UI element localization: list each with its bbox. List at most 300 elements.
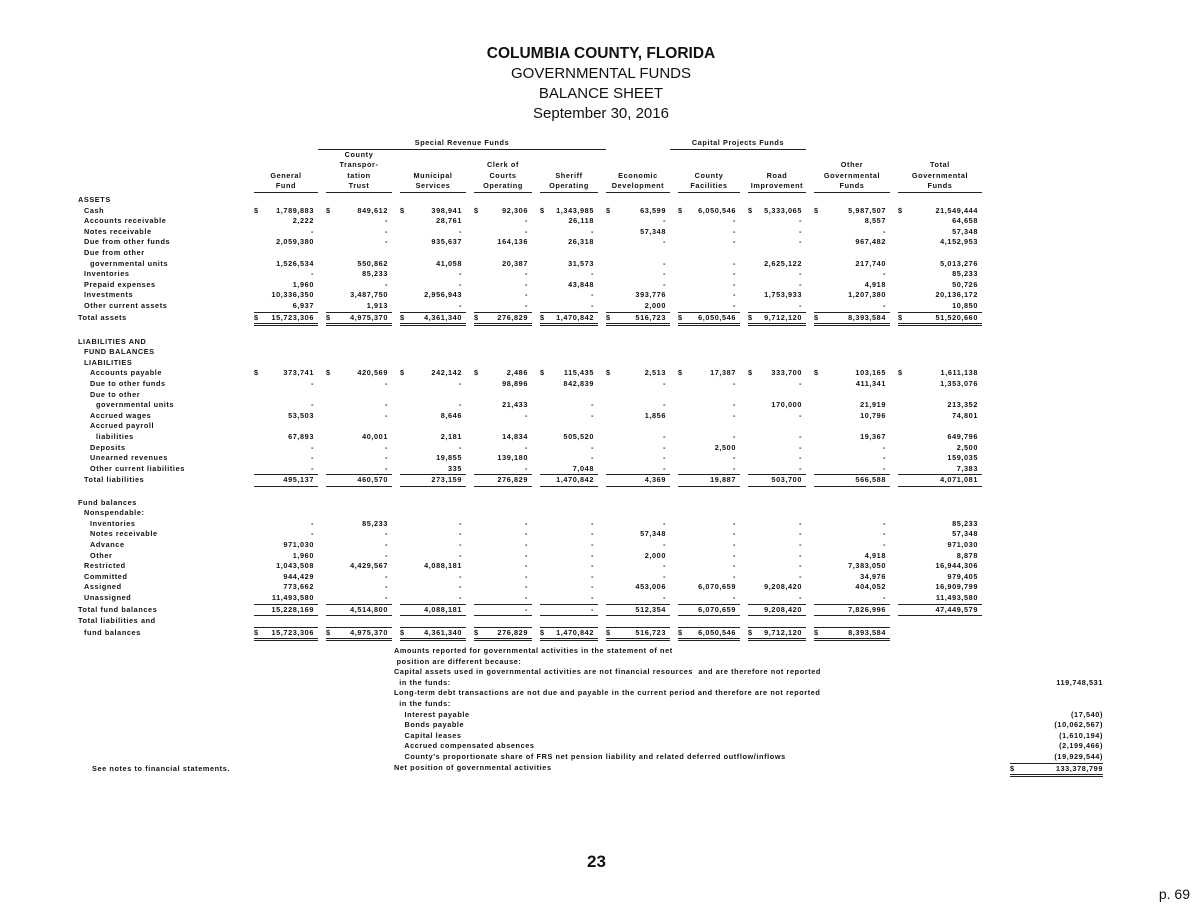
cell-value <box>400 551 466 562</box>
cell-value <box>748 390 806 401</box>
cell-value <box>748 337 806 348</box>
cell-value <box>326 248 392 259</box>
row-label: Total fund balances <box>78 604 158 614</box>
cell-value <box>748 593 806 604</box>
column-header <box>606 149 670 195</box>
cell-value <box>898 206 982 217</box>
cell-value <box>400 582 466 593</box>
cell-value <box>606 443 670 454</box>
amount: - <box>590 561 594 571</box>
net-position-total <box>1010 763 1103 778</box>
reconciliation-values <box>1010 646 1103 777</box>
dollar-sign: $ <box>326 312 331 322</box>
amount: - <box>384 237 388 247</box>
amount: 1,470,842 <box>556 627 594 637</box>
row-label: Notes receivable <box>84 226 152 236</box>
amount: 51,520,660 <box>935 312 978 322</box>
cell-value <box>474 551 532 562</box>
cell-value <box>474 582 532 593</box>
cell-value <box>898 259 982 270</box>
cell-value <box>898 248 982 259</box>
amount: 85,233 <box>362 518 388 528</box>
amount: 505,520 <box>563 432 594 442</box>
amount: 14,834 <box>502 432 528 442</box>
reconciliation-line: Interest payable <box>394 709 470 719</box>
cell-value <box>326 443 392 454</box>
dollar-sign: $ <box>326 368 331 378</box>
dollar-sign: $ <box>678 368 683 378</box>
amount: 19,855 <box>436 453 462 463</box>
column-header-line <box>748 160 806 171</box>
amount: 2,956,943 <box>424 290 462 300</box>
reconciliation-amount <box>1010 667 1103 678</box>
amount: 5,013,276 <box>940 258 978 268</box>
amount: 935,637 <box>431 237 462 247</box>
table-row <box>78 206 982 217</box>
cell-value <box>678 358 740 369</box>
cell-value <box>678 421 740 432</box>
amount: - <box>590 571 594 581</box>
cell-value <box>540 269 598 280</box>
dollar-sign: $ <box>254 205 259 215</box>
amount: 276,829 <box>497 312 528 322</box>
amount: - <box>662 432 666 442</box>
amount: - <box>458 550 462 560</box>
reconciliation-amount: (1,610,194) <box>1059 730 1103 740</box>
amount: 85,233 <box>362 269 388 279</box>
cell-value <box>898 325 982 337</box>
cell-value <box>326 269 392 280</box>
amount: - <box>798 216 802 226</box>
cell-value <box>254 498 318 509</box>
cell-value <box>678 325 740 337</box>
cell-value <box>326 464 392 475</box>
amount: 967,482 <box>855 237 886 247</box>
amount: - <box>524 539 528 549</box>
cell-value <box>400 290 466 301</box>
dollar-sign: $ <box>540 368 545 378</box>
amount: - <box>732 400 736 410</box>
cell-value <box>400 206 466 217</box>
amount: 1,526,534 <box>276 258 314 268</box>
cell-value <box>898 301 982 312</box>
amount: - <box>732 279 736 289</box>
cell-value <box>678 508 740 519</box>
column-header-line <box>606 160 670 171</box>
column-header-line: Other <box>840 160 864 170</box>
amount: 4,975,370 <box>350 627 388 637</box>
cell-value <box>678 561 740 572</box>
amount: - <box>590 410 594 420</box>
column-header <box>898 149 982 195</box>
cell-value <box>540 551 598 562</box>
column-header <box>678 149 740 195</box>
amount: 1,343,985 <box>556 205 594 215</box>
cell-value <box>326 432 392 443</box>
amount: 2,222 <box>292 216 314 226</box>
cell-value <box>814 301 890 312</box>
amount: 8,393,584 <box>848 627 886 637</box>
cell-value <box>606 529 670 540</box>
amount: - <box>732 518 736 528</box>
cell-value <box>400 195 466 206</box>
amount: - <box>384 216 388 226</box>
cell-value <box>748 432 806 443</box>
cell-value <box>814 627 890 640</box>
cell-value <box>814 248 890 259</box>
cell-value <box>540 237 598 248</box>
dollar-sign: $ <box>814 312 819 322</box>
cell-value <box>748 529 806 540</box>
amount: 17,387 <box>710 368 736 378</box>
cell-value <box>254 453 318 464</box>
cell-value <box>748 540 806 551</box>
amount: - <box>384 592 388 602</box>
row-label <box>78 325 246 337</box>
row-label: Inventories <box>84 269 130 279</box>
cell-value <box>606 540 670 551</box>
column-header <box>474 149 532 195</box>
cell-value <box>678 519 740 530</box>
cell-value <box>814 508 890 519</box>
cell-value <box>326 290 392 301</box>
cell-value <box>254 443 318 454</box>
cell-value <box>748 325 806 337</box>
cell-value <box>814 400 890 411</box>
amount: 31,573 <box>568 258 594 268</box>
row-label: governmental units <box>90 258 169 268</box>
cell-value <box>400 312 466 325</box>
cell-value <box>400 411 466 422</box>
amount: 842,839 <box>563 379 594 389</box>
amount: 9,712,120 <box>764 312 802 322</box>
cell-value <box>254 237 318 248</box>
cell-value <box>326 337 392 348</box>
cell-value <box>814 551 890 562</box>
amount: - <box>384 410 388 420</box>
cell-value <box>898 216 982 227</box>
fund-type: GOVERNMENTAL FUNDS <box>510 65 691 82</box>
cell-value <box>748 269 806 280</box>
cell-value <box>748 519 806 530</box>
cell-value <box>540 290 598 301</box>
cell-value <box>400 572 466 583</box>
cell-value <box>814 529 890 540</box>
row-label: Due from other <box>84 247 145 257</box>
cell-value <box>400 421 466 432</box>
report-title <box>0 44 1202 124</box>
table-row <box>78 551 982 562</box>
dollar-sign: $ <box>814 205 819 215</box>
amount: - <box>310 529 314 539</box>
cell-value <box>326 421 392 432</box>
cell-value <box>254 487 318 498</box>
cell-value <box>474 421 532 432</box>
cell-value <box>474 604 532 616</box>
cell-value <box>474 411 532 422</box>
dollar-sign: $ <box>540 312 545 322</box>
amount: - <box>798 518 802 528</box>
cell-value <box>474 290 532 301</box>
cell-value <box>254 325 318 337</box>
reconciliation-amount: (10,062,567) <box>1054 720 1103 730</box>
column-header-line: Improvement <box>748 181 806 193</box>
cell-value <box>678 216 740 227</box>
amount: 495,137 <box>283 475 314 485</box>
cell-value <box>400 325 466 337</box>
cell-value <box>254 540 318 551</box>
cell-value <box>400 259 466 270</box>
cell-value <box>326 325 392 337</box>
cell-value <box>400 508 466 519</box>
cell-value <box>540 421 598 432</box>
amount: - <box>590 226 594 236</box>
cell-value <box>400 358 466 369</box>
amount: 28,761 <box>436 216 462 226</box>
amount: - <box>732 300 736 310</box>
amount: - <box>310 463 314 473</box>
row-label: LIABILITIES <box>84 357 133 367</box>
amount: 5,987,507 <box>848 205 886 215</box>
cell-value <box>814 237 890 248</box>
cell-value <box>474 195 532 206</box>
cell-value <box>898 453 982 464</box>
amount: - <box>798 453 802 463</box>
amount: 5,333,065 <box>764 205 802 215</box>
reconciliation-amount <box>1010 646 1103 657</box>
cell-value <box>606 206 670 217</box>
amount: 276,829 <box>497 627 528 637</box>
amount: 50,726 <box>952 279 978 289</box>
cell-value <box>254 379 318 390</box>
cell-value <box>678 453 740 464</box>
cell-value <box>678 290 740 301</box>
cell-value <box>254 604 318 616</box>
amount: 333,700 <box>771 368 802 378</box>
amount: - <box>798 269 802 279</box>
column-header-line: Road <box>766 170 788 180</box>
amount: 43,848 <box>568 279 594 289</box>
cell-value <box>474 390 532 401</box>
amount: - <box>732 290 736 300</box>
amount: 516,723 <box>635 627 666 637</box>
cell-value <box>606 290 670 301</box>
cell-value <box>254 421 318 432</box>
reconciliation-line: Capital leases <box>394 730 462 740</box>
cell-value <box>814 475 890 487</box>
cell-value <box>678 627 740 640</box>
dollar-sign: $ <box>898 312 903 322</box>
cell-value <box>540 358 598 369</box>
cell-value <box>326 358 392 369</box>
amount: 10,850 <box>952 300 978 310</box>
cell-value <box>814 421 890 432</box>
cell-value <box>606 572 670 583</box>
row-label: Total liabilities <box>84 475 145 485</box>
cell-value <box>748 475 806 487</box>
amount: 34,976 <box>860 571 886 581</box>
table-row <box>78 519 982 530</box>
cell-value <box>540 390 598 401</box>
table-row <box>78 540 982 551</box>
cell-value <box>898 280 982 291</box>
amount: 98,896 <box>502 379 528 389</box>
amount: - <box>798 463 802 473</box>
amount: 10,796 <box>860 410 886 420</box>
cell-value <box>326 582 392 593</box>
amount: - <box>458 400 462 410</box>
amount: - <box>310 453 314 463</box>
amount: 503,700 <box>771 475 802 485</box>
amount: - <box>662 539 666 549</box>
table-row <box>78 561 982 572</box>
cell-value <box>898 227 982 238</box>
cell-value <box>400 475 466 487</box>
amount: 21,433 <box>502 400 528 410</box>
amount: - <box>458 518 462 528</box>
section-row <box>78 508 982 519</box>
amount: - <box>662 216 666 226</box>
amount: 7,383,050 <box>848 561 886 571</box>
column-header-line <box>540 160 598 171</box>
row-label: Accrued wages <box>90 410 152 420</box>
entity-name: COLUMBIA COUNTY, FLORIDA <box>486 45 716 62</box>
amount: 404,052 <box>855 582 886 592</box>
cell-value <box>474 561 532 572</box>
amount: 649,796 <box>947 432 978 442</box>
cell-value <box>606 508 670 519</box>
table-row <box>78 593 982 604</box>
cell-value <box>678 616 740 628</box>
cell-value <box>400 390 466 401</box>
amount: 15,723,306 <box>271 312 314 322</box>
cell-value <box>254 280 318 291</box>
amount: 2,486 <box>506 368 528 378</box>
cell-value <box>254 347 318 358</box>
row-label: Inventories <box>90 518 136 528</box>
cell-value <box>400 443 466 454</box>
amount: - <box>882 300 886 310</box>
amount: - <box>798 592 802 602</box>
cell-value <box>540 487 598 498</box>
cell-value <box>748 400 806 411</box>
amount: 4,918 <box>864 279 886 289</box>
amount: - <box>384 379 388 389</box>
amount: - <box>732 258 736 268</box>
dollar-sign: $ <box>474 627 479 637</box>
cell-value <box>678 604 740 616</box>
amount: 8,557 <box>864 216 886 226</box>
amount: - <box>662 463 666 473</box>
cell-value <box>748 551 806 562</box>
amount: 979,405 <box>947 571 978 581</box>
cell-value <box>474 616 532 628</box>
cell-value <box>814 616 890 628</box>
cell-value <box>540 453 598 464</box>
cell-value <box>898 519 982 530</box>
amount: 139,180 <box>497 453 528 463</box>
amount: - <box>310 379 314 389</box>
cell-value <box>748 443 806 454</box>
cell-value <box>474 269 532 280</box>
cell-value <box>400 627 466 640</box>
amount: 2,000 <box>644 300 666 310</box>
reconciliation-line: County's proportionate share of FRS net pension liability and related deferred outflow/inflows <box>394 751 786 761</box>
cell-value <box>678 540 740 551</box>
amount: - <box>524 216 528 226</box>
cell-value <box>898 195 982 206</box>
cell-value <box>814 259 890 270</box>
amount: 1,789,883 <box>276 205 314 215</box>
cell-value <box>474 519 532 530</box>
amount: - <box>732 379 736 389</box>
amount: - <box>524 279 528 289</box>
row-label: Fund balances <box>78 497 137 507</box>
amount: - <box>458 279 462 289</box>
cell-value <box>254 616 318 628</box>
cell-value <box>748 453 806 464</box>
cell-value <box>540 195 598 206</box>
amount: - <box>524 582 528 592</box>
amount: 53,503 <box>288 410 314 420</box>
cell-value <box>400 540 466 551</box>
amount: 2,000 <box>644 550 666 560</box>
amount: 971,030 <box>283 539 314 549</box>
cell-value <box>474 379 532 390</box>
cell-value <box>326 551 392 562</box>
column-header-line: General <box>270 170 302 180</box>
dollar-sign: $ <box>678 627 683 637</box>
cell-value <box>898 312 982 325</box>
cell-value <box>814 443 890 454</box>
row-label: Prepaid expenses <box>84 279 156 289</box>
amount: 4,514,800 <box>350 604 388 614</box>
cell-value <box>814 498 890 509</box>
net-position-label: Net position of governmental activities <box>394 762 552 772</box>
cell-value <box>400 400 466 411</box>
dollar-sign: $ <box>400 205 405 215</box>
amount: 4,088,181 <box>424 561 462 571</box>
cell-value <box>748 347 806 358</box>
amount: 164,136 <box>497 237 528 247</box>
amount: - <box>662 592 666 602</box>
table-row <box>78 487 982 498</box>
cell-value <box>474 337 532 348</box>
amount: 4,088,181 <box>424 604 462 614</box>
amount: - <box>662 442 666 452</box>
cell-value <box>748 604 806 616</box>
amount: - <box>590 582 594 592</box>
section-row <box>78 421 982 432</box>
reconciliation-text <box>394 646 821 773</box>
column-header-line: Services <box>400 181 466 193</box>
cell-value <box>814 347 890 358</box>
column-header-line: Facilities <box>678 181 740 193</box>
amount: - <box>524 300 528 310</box>
amount: - <box>310 269 314 279</box>
cell-value <box>400 248 466 259</box>
amount: - <box>732 539 736 549</box>
cell-value <box>326 368 392 379</box>
cell-value <box>814 337 890 348</box>
cell-value <box>678 301 740 312</box>
dollar-sign: $ <box>678 205 683 215</box>
amount: 57,348 <box>952 529 978 539</box>
amount: 20,387 <box>502 258 528 268</box>
column-header-line: Transpor- <box>339 160 379 170</box>
cell-value <box>474 368 532 379</box>
cell-value <box>678 368 740 379</box>
